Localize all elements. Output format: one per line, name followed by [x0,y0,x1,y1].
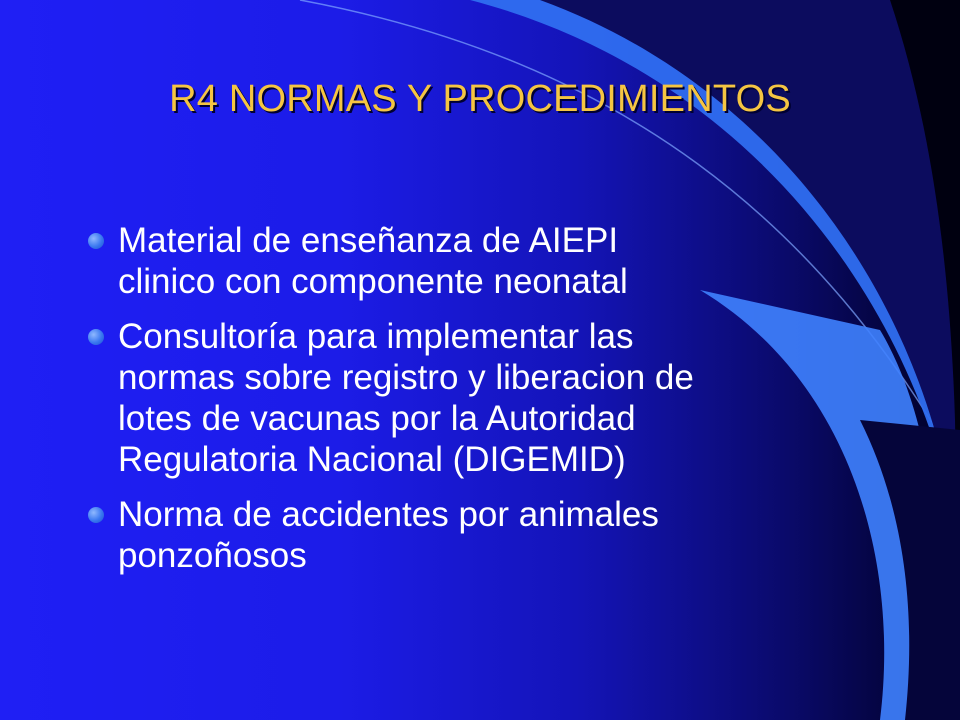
bullet-item [88,220,878,302]
slide-title: R4 NORMAS Y PROCEDIMIENTOS [169,78,791,120]
bullet-line: Norma de accidentes por animales [118,495,659,534]
bullet-item [88,494,878,576]
bullet-line: Consultoría para implementar las [118,317,634,356]
bullet-dot-icon [88,507,104,523]
bullet-line: normas sobre registro y liberacion de [118,358,694,397]
bullet-line: ponzoñosos [118,536,307,575]
bullet-item [88,316,878,480]
bullet-dot-icon [88,329,104,345]
bullet-line: Material de enseñanza de AIEPI [118,221,619,260]
bullet-line: clinico con componente neonatal [118,262,628,301]
bullet-line: Regulatoria Nacional (DIGEMID) [118,440,626,479]
bullet-line: lotes de vacunas por la Autoridad [118,399,636,438]
bullet-list [88,220,878,590]
bullet-dot-icon [88,233,104,249]
